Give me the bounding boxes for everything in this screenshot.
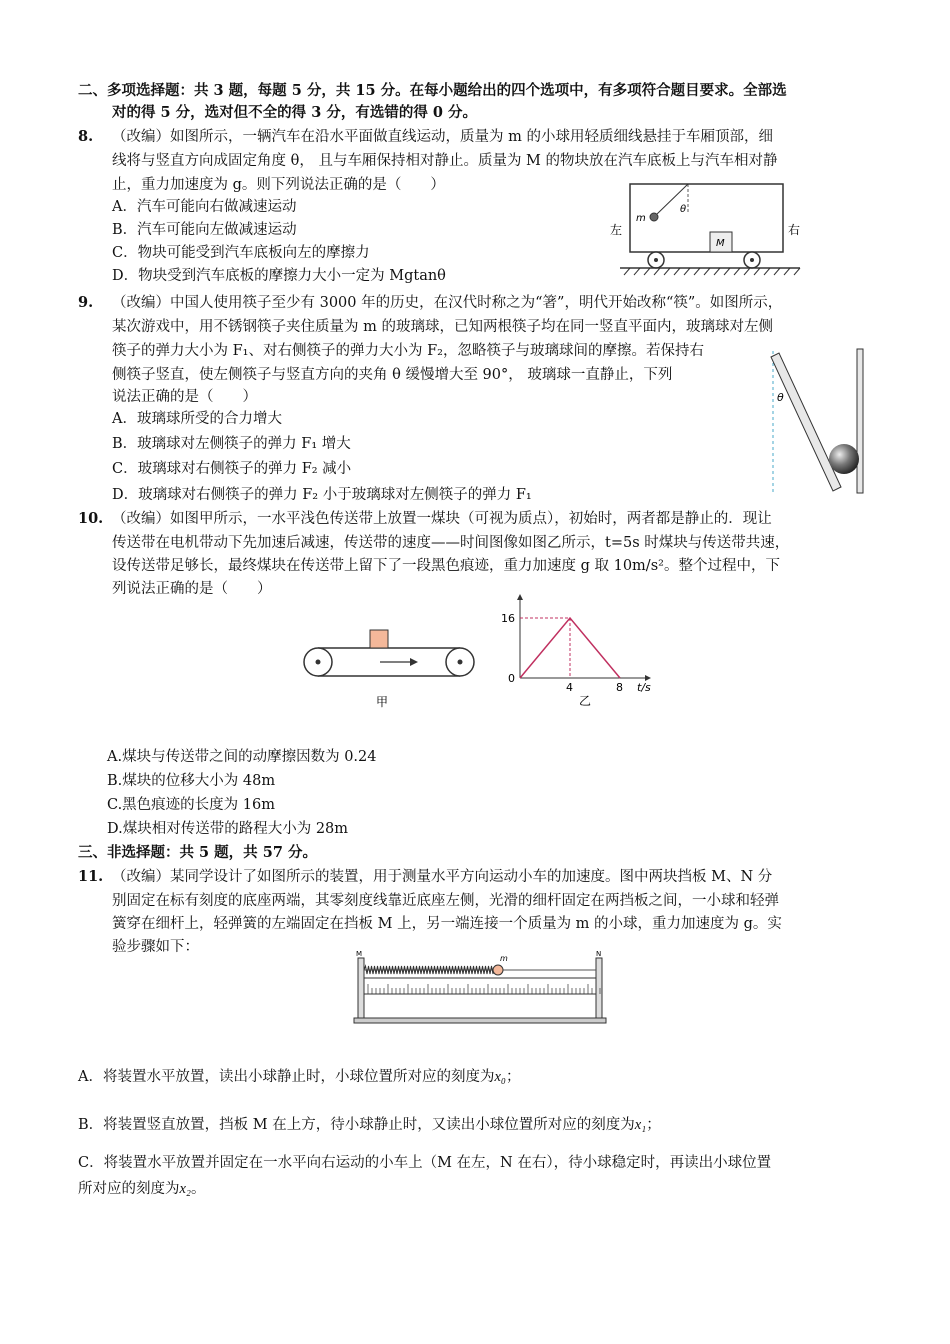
q11-number: 11. bbox=[78, 868, 104, 885]
q9-chopsticks-figure bbox=[765, 345, 875, 497]
q10-option-a: A.煤块与传送带之间的动摩擦因数为 0.24 bbox=[107, 749, 377, 765]
q10-option-c: C.黑色痕迹的长度为 16m bbox=[107, 797, 275, 813]
tick-0: 0 bbox=[508, 672, 515, 685]
q11-step-c-1: C．将装置水平放置并固定在一水平向右运动的小车上（M 在左，N 在右），待小球稳定时，再读出小球位置 bbox=[78, 1155, 772, 1171]
q11-var-x2: x₂ bbox=[179, 1181, 191, 1197]
theta-label: θ bbox=[777, 391, 784, 404]
right-label: 右 bbox=[788, 223, 801, 237]
q8-car-figure bbox=[600, 180, 820, 280]
q9-stem-2: 某次游戏中，用不锈钢筷子夹住质量为 m 的玻璃球，已知两根筷子均在同一竖直平面内，玻璃球对左侧 bbox=[112, 319, 773, 335]
tick-8: 8 bbox=[616, 681, 623, 694]
q9-number: 9. bbox=[78, 294, 94, 311]
q9-option-c: C．玻璃球对右侧筷子的弹力 F₂ 减小 bbox=[112, 461, 352, 477]
label-M: M bbox=[356, 950, 363, 958]
tick-16: 16 bbox=[501, 612, 515, 625]
q11-step-a bbox=[78, 1066, 520, 1088]
v-axis-arrow-icon bbox=[517, 594, 523, 600]
t-axis-unit: t/s bbox=[637, 681, 651, 694]
ball bbox=[650, 213, 658, 221]
label-m: m bbox=[500, 954, 508, 963]
q11-var-x0: x₀ bbox=[494, 1069, 506, 1085]
q10-stem-2: 传送带在电机带动下先加速后减速，传送带的速度——时间图像如图乙所示，t=5s 时煤块与传送带共速， bbox=[112, 535, 790, 551]
arrow-head-icon bbox=[410, 658, 418, 666]
q11-step-c-text: 所对应的刻度为 bbox=[78, 1181, 180, 1197]
q11-step-b bbox=[78, 1114, 661, 1136]
ball bbox=[493, 965, 503, 975]
left-label: 左 bbox=[610, 223, 623, 237]
plate-M bbox=[358, 958, 364, 1020]
q8-option-c: C．物块可能受到汽车底板向左的摩擦力 bbox=[112, 245, 370, 261]
q8-number: 8. bbox=[78, 128, 94, 145]
q8-option-a: A．汽车可能向右做减速运动 bbox=[112, 199, 297, 215]
q9-stem-1: （改编）中国人使用筷子至少有 3000 年的历史，在汉代时称之为“箸”，明代开始改称“筷”。如图所示， bbox=[112, 295, 783, 311]
q11-step-a-end: ； bbox=[505, 1069, 521, 1085]
q11-stem-2: 别固定在标有刻度的底座两端，其零刻度线靠近底座左侧，光滑的细杆固定在两挡板之间，一小球和轻弹 bbox=[112, 893, 779, 909]
q8-option-b: B．汽车可能向左做减速运动 bbox=[112, 222, 297, 238]
label-N: N bbox=[596, 950, 602, 958]
q11-step-c-2 bbox=[78, 1178, 205, 1200]
block-label: M bbox=[716, 238, 725, 249]
q11-stem-1: （改编）某同学设计了如图所示的装置，用于测量水平方向运动小车的加速度。图中两块挡板 M、N 分 bbox=[112, 869, 773, 885]
q8-stem-1: （改编）如图所示，一辆汽车在沿水平面做直线运动，质量为 m 的小球用轻质细线悬挂于车厢顶部，细 bbox=[112, 129, 773, 145]
q8-stem-3: 止，重力加速度为 g。则下列说法正确的是（ ） bbox=[112, 177, 445, 193]
glass-ball bbox=[829, 444, 859, 474]
ground-hatch bbox=[624, 268, 800, 275]
plate-N bbox=[596, 958, 602, 1020]
q11-apparatus-figure bbox=[350, 948, 610, 1026]
q11-step-a-text: A．将装置水平放置，读出小球静止时，小球位置所对应的刻度为 bbox=[78, 1069, 495, 1085]
section2-line1: 二、多项选择题：共 3 题，每题 5 分，共 15 分。在每小题给出的四个选项中，有多项符合题目要求。全部选 bbox=[78, 82, 787, 99]
q10-stem-4: 列说法正确的是（ ） bbox=[112, 581, 272, 597]
q11-stem-3: 簧穿在细杆上，轻弹簧的左端固定在挡板 M 上，另一端连接一个质量为 m 的小球，重力加速度为 g。实 bbox=[112, 916, 782, 932]
q8-stem-2: 线将与竖直方向成固定角度 θ， 且与车厢保持相对静止。质量为 M 的物块放在汽车底板上与汽车相对静 bbox=[112, 153, 778, 169]
q9-option-d: D．玻璃球对右侧筷子的弹力 F₂ 小于玻璃球对左侧筷子的弹力 F₁ bbox=[112, 487, 532, 503]
q9-stem-5: 说法正确的是（ ） bbox=[112, 389, 257, 405]
q10-stem-1: （改编）如图甲所示，一水平浅色传送带上放置一煤块（可视为质点），初始时，两者都是静止的．现让 bbox=[112, 511, 772, 527]
q11-step-b-end: ； bbox=[646, 1117, 661, 1133]
figure-caption: 乙 bbox=[579, 694, 592, 708]
q8-option-d: D．物块受到汽车底板的摩擦力大小一定为 Mgtanθ bbox=[112, 268, 446, 284]
q11-stem-4: 验步骤如下： bbox=[112, 939, 199, 955]
left-chopstick bbox=[771, 353, 841, 491]
coal-block bbox=[370, 630, 388, 648]
q10-stem-3: 设传送带足够长，最终煤块在传送带上留下了一段黑色痕迹，重力加速度 g 取 10m/s²。整个过程中，下 bbox=[112, 558, 780, 574]
section2-line2: 对的得 5 分，选对但不全的得 3 分，有选错的得 0 分。 bbox=[112, 104, 478, 121]
theta-label: θ bbox=[680, 204, 687, 215]
q9-stem-4: 侧筷子竖直，使左侧筷子与竖直方向的夹角 θ 缓慢增大至 90°， 玻璃球一直静止，下列 bbox=[112, 367, 673, 383]
q10-conveyor-figure bbox=[300, 620, 480, 712]
q9-option-b: B．玻璃球对左侧筷子的弹力 F₁ 增大 bbox=[112, 436, 351, 452]
q10-number: 10. bbox=[78, 510, 104, 527]
q11-var-x1: x₁ bbox=[634, 1117, 647, 1133]
q9-stem-3: 筷子的弹力大小为 F₁、对右侧筷子的弹力大小为 F₂，忽略筷子与玻璃球间的摩擦。若保持右 bbox=[112, 343, 704, 359]
right-chopstick bbox=[857, 349, 863, 493]
q11-step-b-text: B．将装置竖直放置，挡板 M 在上方，待小球静止时，又读出小球位置所对应的刻度为 bbox=[78, 1117, 635, 1133]
q11-step-c-end: 。 bbox=[190, 1181, 206, 1197]
tick-4: 4 bbox=[566, 681, 573, 694]
section3-title: 三、非选择题：共 5 题，共 57 分。 bbox=[78, 844, 317, 861]
base-plate bbox=[354, 1018, 606, 1023]
ball-label: m bbox=[636, 213, 646, 224]
q10-option-d: D.煤块相对传送带的路程大小为 28m bbox=[107, 821, 349, 837]
q10-vt-graph bbox=[495, 592, 665, 710]
q9-option-a: A．玻璃球所受的合力增大 bbox=[112, 411, 282, 427]
figure-caption: 甲 bbox=[376, 695, 389, 709]
q10-option-b: B.煤块的位移大小为 48m bbox=[107, 773, 276, 789]
